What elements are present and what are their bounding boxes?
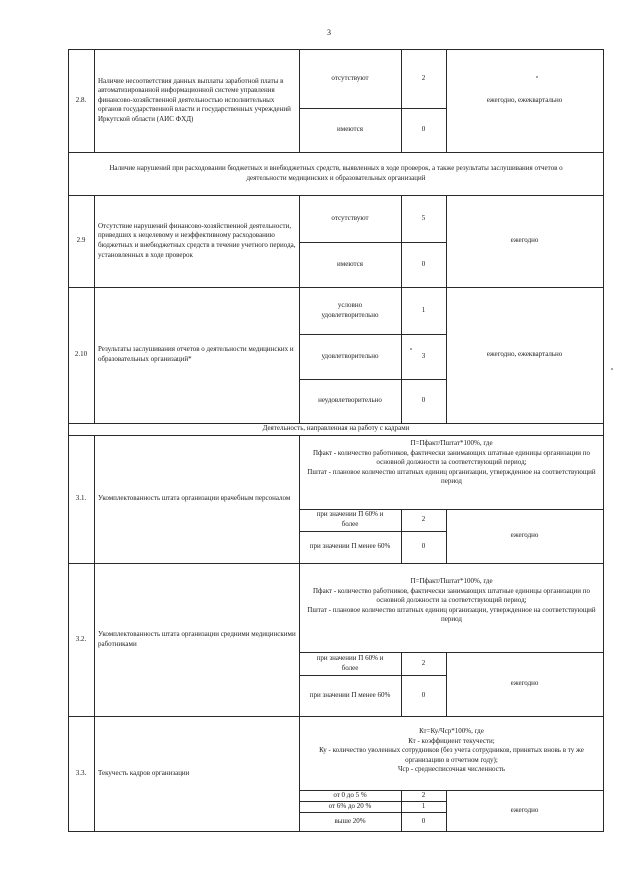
points-cell: 0 xyxy=(421,259,426,268)
formula-line: Пфакт - количество работников, фактически занимающих штатные единицы организации по основной должности за соответствующий период; xyxy=(313,586,590,605)
formula-line: Ку - количество уволенных сотрудников (без учета сотрудников, принятых вновь в ту же организацию в отчетном году); xyxy=(319,746,584,764)
row-number: 3.2. xyxy=(75,634,87,643)
section-header: Наличие нарушений при расходовании бюджетных и внебюджетных средств, выявленных в ходе проверок, а также результаты заслушивания отчетов о деятельности медицинских и образовательных организаций xyxy=(109,163,563,182)
points-cell: 2 xyxy=(421,790,426,799)
frequency-cell: ежегодно, ежеквартально xyxy=(486,350,563,359)
condition-cell: от 6% до 20 % xyxy=(328,801,372,810)
condition-cell: имеются xyxy=(337,125,363,134)
row-number: 2.10 xyxy=(74,350,88,359)
formula-block xyxy=(303,439,600,487)
condition-cell: имеются xyxy=(337,259,363,268)
formula-block xyxy=(303,727,600,775)
points-cell: 2 xyxy=(421,73,426,82)
condition-cell: при значении П менее 60% xyxy=(309,690,391,699)
formula-line: П=Пфакт/Пштат*100%, где xyxy=(410,439,493,447)
points-cell: 5 xyxy=(421,213,426,222)
formula-line: Пфакт - количество работников, фактически занимающих штатные единицы организации по основной должности за соответствующий период; xyxy=(313,448,590,467)
scan-speck xyxy=(410,348,412,350)
formula-line: Чср - среднесписочная численность xyxy=(397,765,506,774)
condition-cell: отсутствуют xyxy=(331,213,369,222)
condition-cell: при значении П менее 60% xyxy=(309,542,391,551)
formula-block xyxy=(303,577,600,625)
scan-speck xyxy=(611,368,613,370)
row-number: 2.8. xyxy=(75,95,87,104)
points-cell: 0 xyxy=(421,690,426,699)
criterion-text: Отсутствие нарушений финансово-хозяйственной деятельности, приведших к нецелевому и неэффективному расходованию бюджетных и внебюджетных средств в течение учетного периода, установленных в ходе проверок xyxy=(98,221,296,259)
frequency-cell: ежегодно, ежеквартально xyxy=(486,95,563,104)
points-cell: 3 xyxy=(421,351,426,360)
points-cell: 1 xyxy=(421,801,426,810)
criterion-text: Укомплектованность штата организации средними медицинскими работниками xyxy=(98,629,296,648)
criteria-table xyxy=(68,49,604,832)
condition-cell: при значении П 60% и более xyxy=(316,510,384,528)
row-number: 3.1. xyxy=(75,494,87,503)
formula-line: Кт=Ку/Чср*100%, где xyxy=(419,727,484,735)
points-cell: 0 xyxy=(421,125,426,134)
formula-line: П=Пфакт/Пштат*100%, где xyxy=(410,577,493,585)
condition-cell: удовлетворительно xyxy=(321,351,379,360)
criterion-text: Текучесть кадров организации xyxy=(98,768,190,777)
frequency-cell: ежегодно xyxy=(510,679,539,688)
condition-cell: неудовлетворительно xyxy=(318,396,382,405)
page-number: 3 xyxy=(327,28,331,37)
criterion-text: Укомплектованность штата организации врачебным персоналом xyxy=(98,494,291,503)
formula-line: Пштат - плановое количество штатных единиц организации, утвержденное на соответствующий период xyxy=(307,467,596,486)
points-cell: 2 xyxy=(421,515,426,524)
criterion-text: Результаты заслушивания отчетов о деятельности медицинских и образовательных организаций* xyxy=(98,345,294,363)
frequency-cell: ежегодно xyxy=(510,805,539,814)
condition-cell: условно удовлетворительно xyxy=(321,300,379,319)
points-cell: 0 xyxy=(421,396,426,405)
row-number: 2.9 xyxy=(76,236,86,245)
criterion-text: Наличие несоответствия данных выплаты заработной платы в автоматизированной информационной системе управления финансово-хозяйственной деятельностью исполнительных органов государственной власти и государственных учреждений Иркутской области (АИС ФХД) xyxy=(98,76,291,123)
formula-line: Кт - коэффициент текучести; xyxy=(408,736,495,745)
points-cell: 0 xyxy=(421,816,426,825)
points-cell: 2 xyxy=(421,658,426,667)
condition-cell: при значении П 60% и более xyxy=(316,653,384,672)
scan-speck xyxy=(536,76,538,78)
section-header: Деятельность, направленная на работу с кадрами xyxy=(262,424,410,433)
points-cell: 0 xyxy=(421,542,426,551)
points-cell: 1 xyxy=(421,305,426,314)
row-number: 3.3. xyxy=(75,768,87,777)
formula-line: Пштат - плановое количество штатных единиц организации, утвержденное на соответствующий период xyxy=(307,605,596,624)
frequency-cell: ежегодно xyxy=(510,236,539,245)
frequency-cell: ежегодно xyxy=(510,531,539,540)
condition-cell: отсутствуют xyxy=(331,73,369,82)
condition-cell: выше 20% xyxy=(334,816,366,825)
condition-cell: от 0 до 5 % xyxy=(333,790,367,799)
